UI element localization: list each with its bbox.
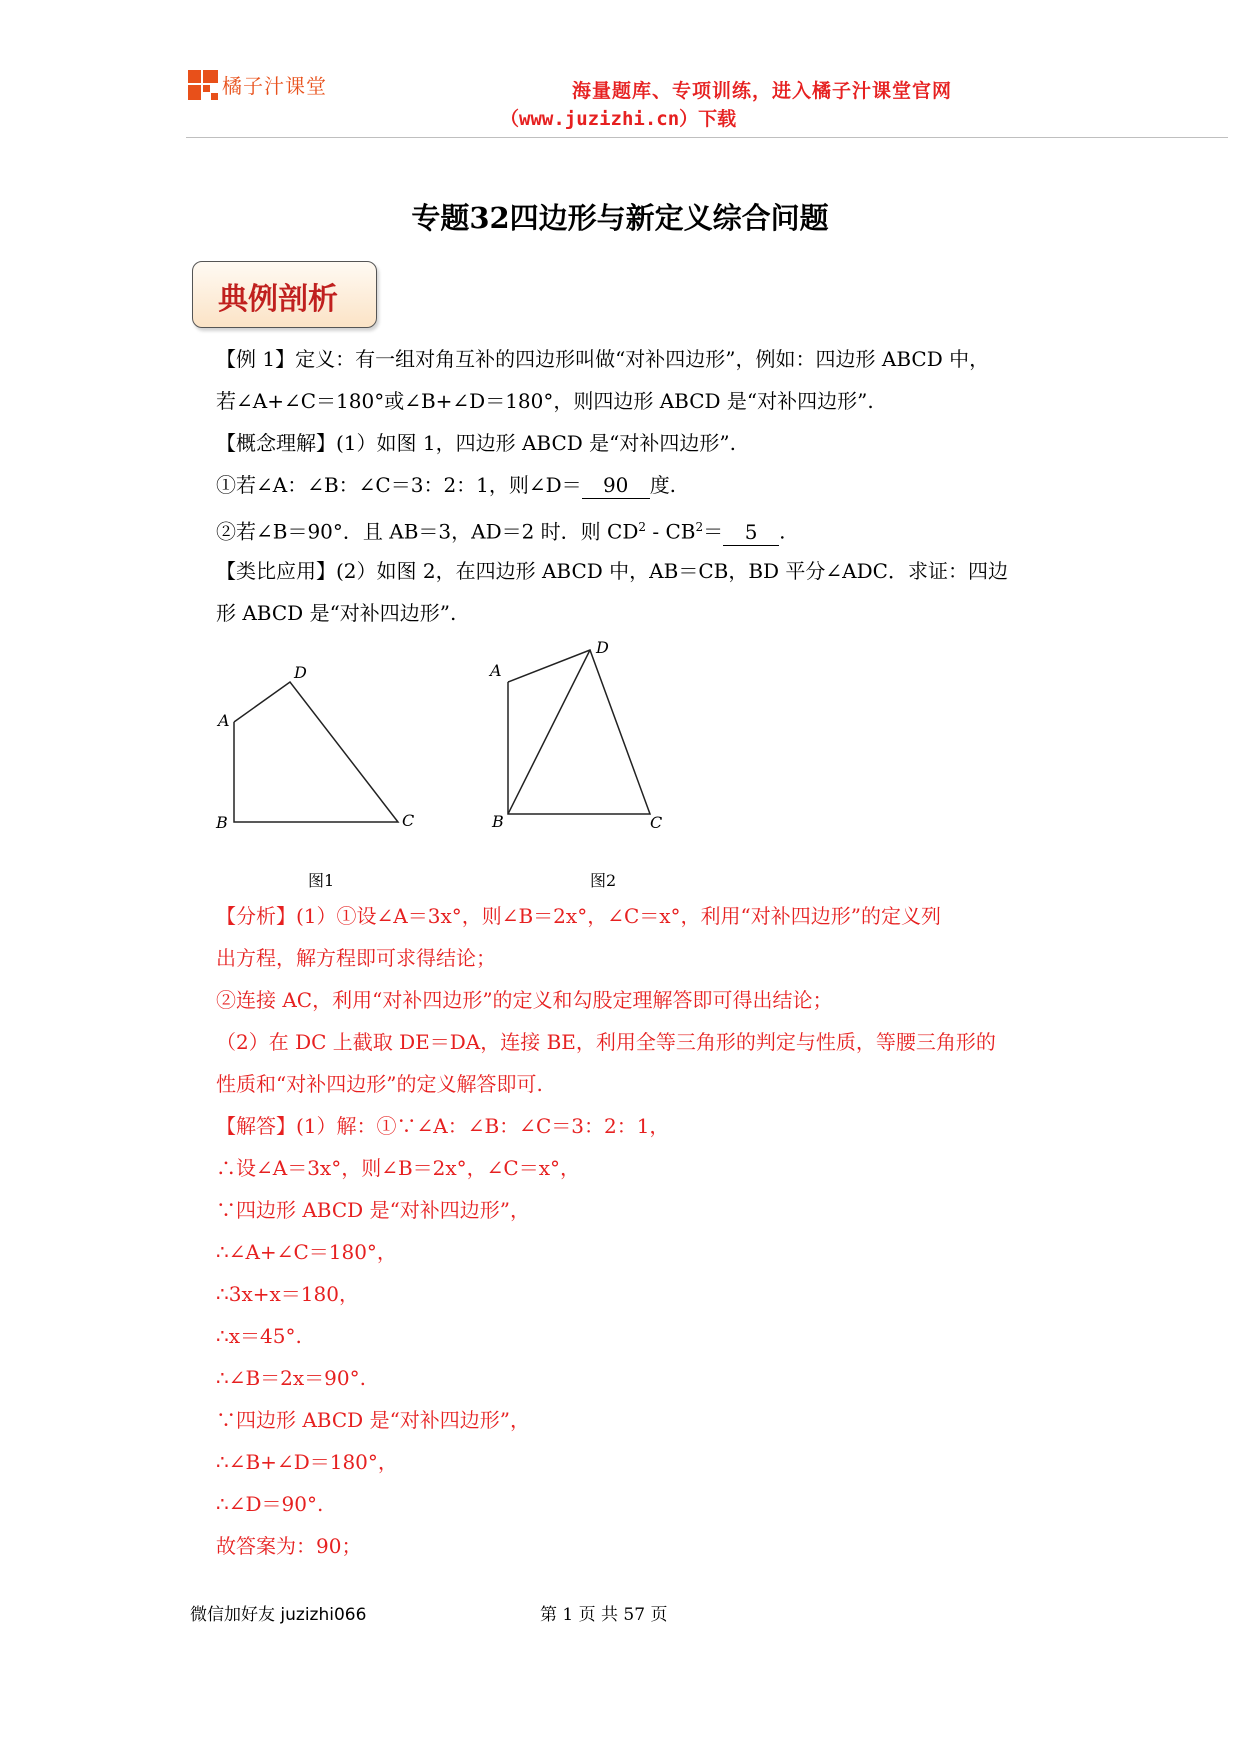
analysis-line-1: 【分析】(1）①设∠A＝3x°，则∠B＝2x°，∠C＝x°，利用“对补四边形”的定义列 <box>216 904 941 928</box>
figure-1-label-d: D <box>294 663 307 682</box>
footer-page-number: 第 1 页 共 57 页 <box>540 1605 668 1625</box>
solution-line-1: 【解答】(1）解：①∵∠A：∠B：∠C＝3：2：1， <box>216 1114 670 1138</box>
question-1-text: ①若∠A：∠B：∠C＝3：2：1，则∠D＝ <box>216 473 582 497</box>
page-title: 专题32四边形与新定义综合问题 <box>411 201 829 235</box>
figure-1-quadrilateral <box>234 682 398 822</box>
question-1 <box>216 472 676 499</box>
solution-line-9: ∴∠B+∠D＝180°， <box>216 1450 398 1474</box>
superscript: 2 <box>638 520 647 534</box>
solution-line-11: 故答案为：90； <box>216 1534 362 1558</box>
analysis-line-3: ②连接 AC，利用“对补四边形”的定义和勾股定理解答即可得出结论； <box>216 988 833 1012</box>
solution-line-4: ∴∠A+∠C＝180°， <box>216 1240 397 1264</box>
analysis-line-2: 出方程，解方程即可求得结论； <box>216 946 496 970</box>
figure-2-caption: 图2 <box>590 871 617 890</box>
solution-line-6: ∴x＝45°. <box>216 1324 302 1348</box>
answer-blank-2: 5 <box>723 519 779 546</box>
solution-line-2: ∴设∠A＝3x°，则∠B＝2x°，∠C＝x°， <box>216 1156 581 1180</box>
figure-2-label-b: B <box>492 812 504 831</box>
figure-1-label-c: C <box>402 811 415 830</box>
example-line-1: 【例 1】定义：有一组对角互补的四边形叫做“对补四边形”，例如：四边形 ABCD 中， <box>216 347 990 371</box>
concept-line: 【概念理解】(1）如图 1，四边形 ABCD 是“对补四边形”. <box>216 431 736 455</box>
figure-2-diagonal-bd <box>508 650 590 814</box>
analysis-line-5: 性质和“对补四边形”的定义解答即可. <box>216 1072 543 1096</box>
figures <box>208 640 678 840</box>
logo-text: 橘子汁课堂 <box>222 74 327 98</box>
section-label: 典例剖析 <box>218 282 338 317</box>
figure-2-label-c: C <box>650 813 663 832</box>
logo-icon <box>188 70 218 100</box>
figure-2-quadrilateral <box>508 650 650 814</box>
promo-line-2[interactable]: （www.juzizhi.cn）下载 <box>500 108 737 130</box>
solution-line-5: ∴3x+x＝180， <box>216 1282 359 1306</box>
question-1-unit: 度. <box>649 473 677 497</box>
solution-line-7: ∴∠B＝2x＝90°. <box>216 1366 366 1390</box>
figure-1-label-a: A <box>218 711 230 730</box>
analogy-line-1: 【类比应用】(2）如图 2，在四边形 ABCD 中，AB＝CB，BD 平分∠ADC．求证：四边 <box>216 559 1008 583</box>
question-2-mid: - CB <box>646 519 696 544</box>
header-divider <box>186 137 1228 138</box>
analogy-line-2: 形 ABCD 是“对补四边形”. <box>216 601 457 625</box>
question-2 <box>216 514 786 546</box>
superscript: 2 <box>695 520 704 534</box>
footer-wechat: 微信加好友 juzizhi066 <box>190 1605 367 1625</box>
figure-1-caption: 图1 <box>308 871 335 890</box>
figure-2-label-d: D <box>596 640 609 657</box>
figure-2-label-a: A <box>490 661 502 680</box>
promo-line-1: 海量题库、专项训练，进入橘子汁课堂官网 <box>572 80 953 102</box>
analysis-line-4: （2）在 DC 上截取 DE＝DA，连接 BE，利用全等三角形的判定与性质，等腰三角形的 <box>216 1030 996 1054</box>
example-line-2: 若∠A+∠C＝180°或∠B+∠D＝180°，则四边形 ABCD 是“对补四边形”. <box>216 389 874 413</box>
solution-line-3: ∵四边形 ABCD 是“对补四边形”， <box>216 1198 531 1222</box>
answer-blank-1: 90 <box>582 472 650 499</box>
question-2-eq: ＝ <box>703 519 724 544</box>
figure-1-label-b: B <box>216 813 228 832</box>
question-2-end: . <box>779 519 786 544</box>
solution-line-8: ∵四边形 ABCD 是“对补四边形”， <box>216 1408 531 1432</box>
solution-line-10: ∴∠D＝90°. <box>216 1492 324 1516</box>
question-2-text: ②若∠B＝90°．且 AB＝3，AD＝2 时．则 CD <box>216 519 639 544</box>
